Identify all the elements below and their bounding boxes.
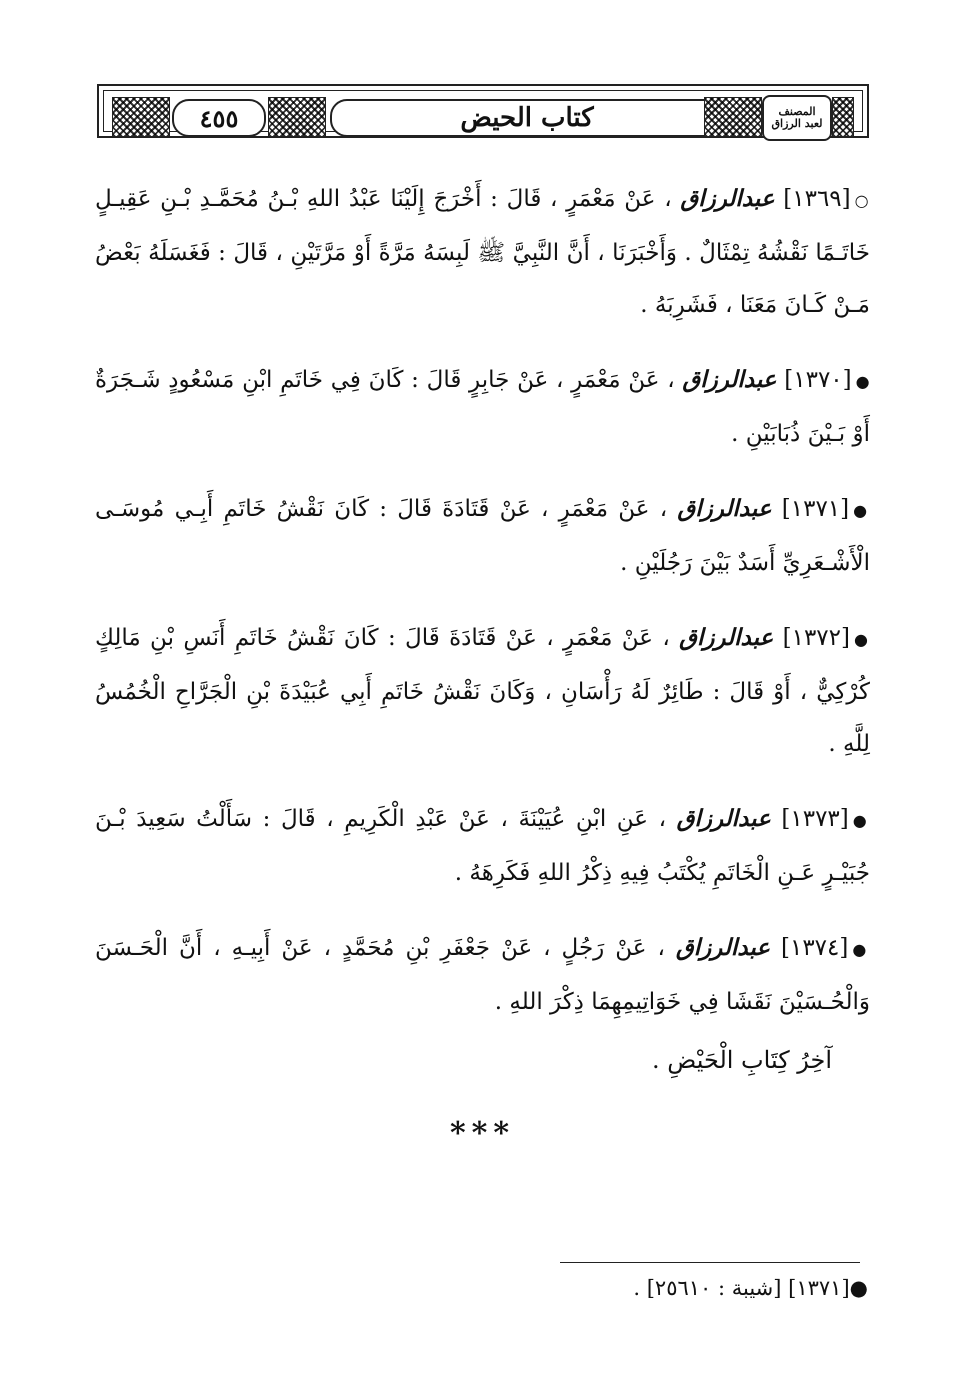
entry-number: [١٣٦٩] bbox=[783, 186, 851, 212]
hadith-entry bbox=[95, 483, 870, 589]
footnote-divider bbox=[560, 1262, 860, 1263]
hadith-entry bbox=[95, 922, 870, 1028]
entry-marker: ● bbox=[852, 811, 871, 830]
entry-marker: ○ bbox=[854, 191, 871, 210]
running-title: كتاب الحيض bbox=[330, 99, 724, 137]
entry-text: ، عَنْ رَجُلٍ ، عَنْ جَعْفَرِ بْنِ مُحَمَّدٍ ، عَنْ أَبِيـهِ ، أَنَّ الْحَـسَنَ وَالْحُـسَيْنَ نَقَشَا فِي خَوَاتِيمِهِمَا ذِكْرَ اللهِ . bbox=[95, 935, 870, 1015]
logo-line-1: المصنف bbox=[778, 104, 816, 118]
logo-line-2: لعبد الرزاق bbox=[771, 117, 823, 130]
running-header bbox=[97, 84, 869, 138]
entry-marker: ● bbox=[855, 372, 871, 391]
book-closing-line: آخِرُ كِتَابِ الْحَيْضِ . bbox=[652, 1046, 832, 1074]
entry-text: ، عَنِ ابْنِ عُيَيْنَةَ ، عَنْ عَبْدِ الْكَرِيمِ ، قَالَ : سَأَلْتُ سَعِيدَ بْـنَ جُبَيْـرٍ عَـنِ الْخَاتَمِ يُكْتَبُ فِيهِ ذِكْرُ اللهِ فَكَرِهَهُ . bbox=[95, 806, 870, 886]
ornament-center-left bbox=[268, 97, 326, 137]
header-frame bbox=[103, 90, 863, 132]
entry-number: [١٣٧٣] bbox=[781, 806, 849, 832]
hadith-entry bbox=[95, 173, 870, 331]
main-text bbox=[95, 150, 870, 1151]
entry-text: ، عَنْ مَعْمَرٍ ، عَنْ قَتَادَةَ قَالَ : كَانَ نَقْشُ خَاتَمِ أَبِـي مُوسَـى الْأَشْـعَرِيِّ أَسَدٌ بَيْنَ رَجُلَيْنِ . bbox=[95, 496, 870, 576]
entry-marker: ● bbox=[853, 501, 871, 520]
entry-author: عبدالرزاق bbox=[679, 624, 774, 651]
entry-marker: ● bbox=[854, 630, 870, 649]
entry-author: عبدالرزاق bbox=[682, 366, 777, 393]
ornament-left bbox=[112, 97, 170, 137]
entry-number: [١٣٧١] bbox=[781, 496, 850, 522]
entry-text: ، عَنْ مَعْمَرٍ ، قَالَ : أَخْرَجَ إِلَيْنَا عَبْدُ اللهِ بْـنُ مُحَمَّـدِ بْـنِ عَقِيـلٍ خَاتَـمًا نَقْشُهُ تِمْثَالٌ . وَأَخْبَرَنَا ، أَنَّ النَّبِيَّ ﷺ لَبِسَهُ مَرَّةً أَوْ مَرَّتَيْنِ ، قَالَ : فَغَسَلَهُ بَعْضُ مَـنْ كَـانَ مَعَنَا ، فَشَرِبَهُ . bbox=[95, 186, 870, 318]
entry-text: ، عَنْ مَعْمَرٍ ، عَنْ جَابِرٍ قَالَ : كَانَ فِي خَاتَمِ ابْنِ مَسْعُودٍ شَـجَرَةٌ أَوْ بَـيْنَ ذُبَابَيْنِ . bbox=[95, 367, 870, 447]
entry-number: [١٣٧٤] bbox=[780, 935, 849, 961]
hadith-entry bbox=[95, 354, 870, 460]
footnote: ●[١٣٧١] [شيبة : ٢٥٦١٠] . bbox=[633, 1276, 868, 1300]
entry-author: عبدالرزاق bbox=[677, 495, 772, 522]
entry-author: عبدالرزاق bbox=[680, 185, 775, 212]
entry-number: [١٣٧٠] bbox=[784, 367, 852, 393]
section-separator: *** bbox=[449, 1116, 516, 1151]
ornament-right bbox=[832, 97, 854, 137]
entry-author: عبدالرزاق bbox=[675, 934, 771, 961]
hadith-entry bbox=[95, 612, 870, 770]
page-number: ٤٥٥ bbox=[172, 99, 266, 137]
entry-author: عبدالرزاق bbox=[676, 805, 771, 832]
entry-text: ، عَنْ مَعْمَرٍ ، عَنْ قَتَادَةَ قَالَ : كَانَ نَقْشُ خَاتَمِ أَنَسِ بْنِ مَالِكٍ كُرْكِيٌّ ، أَوْ قَالَ : طَائِرٌ لَهُ رَأْسَانِ ، وَكَانَ نَقْشُ خَاتَمِ أَبِي عُبَيْدَةَ بْنِ الْجَرَّاحِ الْخُمُسُ لِلَّهِ . bbox=[95, 625, 870, 757]
hadith-entry bbox=[95, 793, 870, 899]
entry-number: [١٣٧٢] bbox=[782, 625, 850, 651]
ornament-center-right bbox=[704, 97, 762, 137]
entry-marker: ● bbox=[852, 940, 870, 959]
book-logo bbox=[762, 95, 832, 141]
